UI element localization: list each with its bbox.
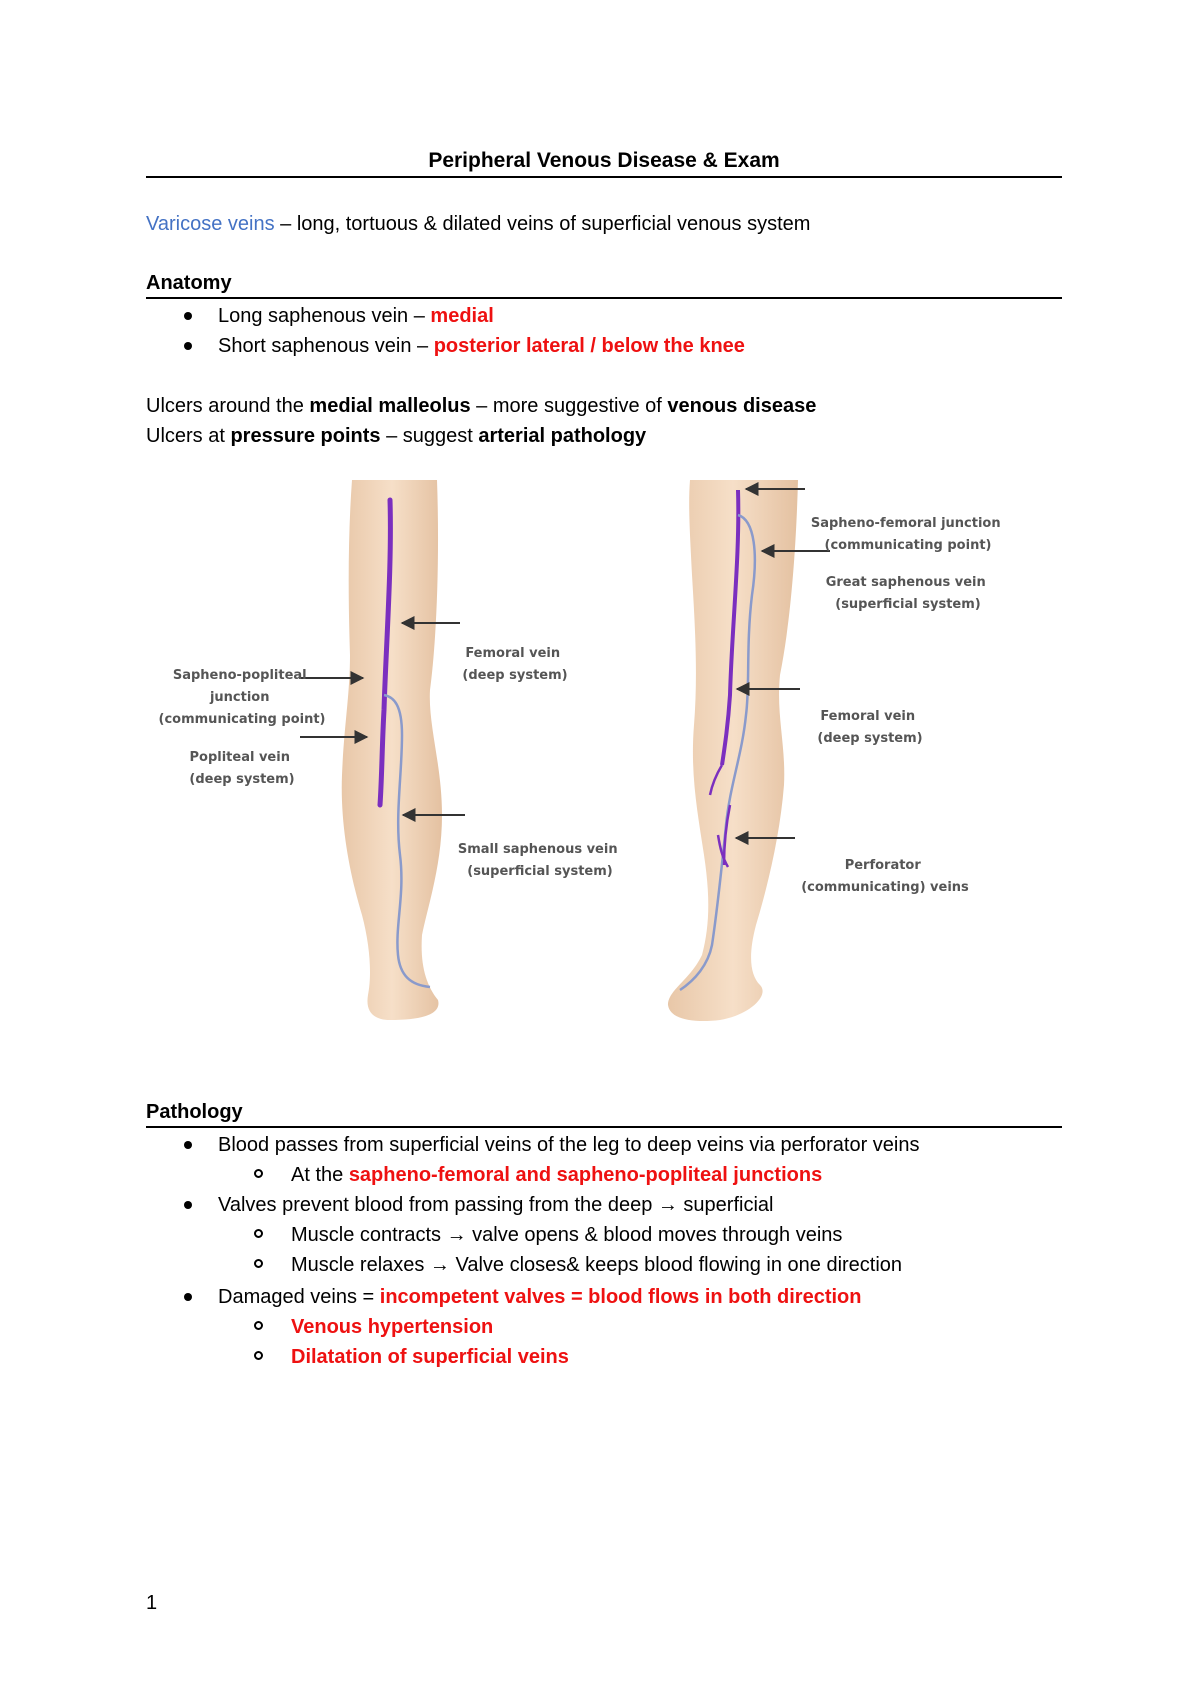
sub-bullet-icon bbox=[254, 1229, 263, 1238]
label-popliteal-vein: Popliteal vein bbox=[189, 750, 290, 765]
leg-veins-figure bbox=[158, 475, 1001, 1030]
label-femoral-vein-right: Femoral vein bbox=[820, 709, 916, 724]
pathology-sub-dilatation: Dilatation of superficial veins bbox=[291, 1346, 569, 1368]
pathology-sub-hypertension: Venous hypertension bbox=[291, 1316, 494, 1338]
svg-text:Perforator (communicating): Perforator (communicating) veins bbox=[801, 858, 969, 895]
ulcer-line-venous: Ulcers around the medial malleolus – more suggestive of venous disease bbox=[146, 395, 817, 417]
svg-text:Great saphenous vein (supe: Great saphenous vein (superficial system) bbox=[825, 575, 986, 612]
sub-bullet-icon bbox=[254, 1259, 263, 1268]
anatomy-rule bbox=[146, 297, 1062, 299]
svg-text:Popliteal vein (deep syste: Popliteal vein (deep system) bbox=[189, 750, 295, 787]
medial-leg bbox=[668, 480, 798, 1021]
label-sapheno-popliteal: Sapheno-popliteal bbox=[172, 668, 307, 683]
page-title: Peripheral Venous Disease & Exam bbox=[428, 149, 780, 172]
bullet-icon bbox=[184, 1201, 192, 1209]
pathology-rule bbox=[146, 1126, 1062, 1128]
pathology-sub-junctions: At the sapheno-femoral and sapheno-popliteal junctions bbox=[291, 1164, 823, 1186]
anatomy-item-short-saphenous: Short saphenous vein – posterior lateral / below the knee bbox=[218, 335, 745, 357]
svg-text:Femoral vein (deep system): Femoral vein (deep system) bbox=[462, 646, 568, 683]
pathology-heading: Pathology bbox=[146, 1101, 243, 1123]
label-femoral-vein-left: Femoral vein bbox=[465, 646, 561, 661]
varicose-veins-term: Varicose veins bbox=[146, 213, 275, 235]
intro-line bbox=[146, 211, 810, 237]
page-number: 1 bbox=[146, 1592, 158, 1614]
pathology-sub-contracts: Muscle contracts → valve opens & blood moves through veins bbox=[291, 1224, 843, 1246]
label-great-saphenous-vein: Great saphenous vein bbox=[825, 575, 986, 590]
anatomy-heading: Anatomy bbox=[146, 272, 232, 294]
svg-text:Sapheno-femoral junction (: Sapheno-femoral junction (communicating point) bbox=[810, 516, 1001, 553]
svg-text:Femoral vein (deep system): Femoral vein (deep system) bbox=[817, 709, 923, 746]
title-rule bbox=[146, 176, 1062, 178]
bullet-icon bbox=[184, 342, 192, 350]
bullet-icon bbox=[184, 1141, 192, 1149]
sub-bullet-icon bbox=[254, 1351, 263, 1360]
label-perforator-veins: Perforator bbox=[844, 858, 921, 873]
intro-text: – long, tortuous & dilated veins of superficial venous system bbox=[274, 213, 811, 235]
bullet-icon bbox=[184, 312, 192, 320]
label-sapheno-femoral: Sapheno-femoral junction bbox=[810, 516, 1001, 531]
svg-text:Sapheno-popliteal junction: Sapheno-popliteal junction (communicating point) bbox=[158, 668, 326, 727]
pathology-bullet-3: Damaged veins = incompetent valves = blood flows in both direction bbox=[218, 1286, 862, 1308]
anatomy-item-long-saphenous: Long saphenous vein – medial bbox=[218, 305, 494, 327]
pathology-bullet-1: Blood passes from superficial veins of the leg to deep veins via perforator veins bbox=[218, 1134, 920, 1156]
label-small-saphenous-vein: Small saphenous vein bbox=[457, 842, 618, 857]
sub-bullet-icon bbox=[254, 1321, 263, 1330]
bullet-icon bbox=[184, 1293, 192, 1301]
pathology-bullet-2: Valves prevent blood from passing from the deep → superficial bbox=[218, 1194, 774, 1216]
svg-text:Small saphenous vein (supe: Small saphenous vein (superficial system) bbox=[457, 842, 618, 879]
pathology-sub-relaxes: Muscle relaxes → Valve closes& keeps blood flowing in one direction bbox=[291, 1254, 903, 1276]
sub-bullet-icon bbox=[254, 1169, 263, 1178]
ulcer-line-arterial: Ulcers at pressure points – suggest arterial pathology bbox=[146, 425, 647, 447]
